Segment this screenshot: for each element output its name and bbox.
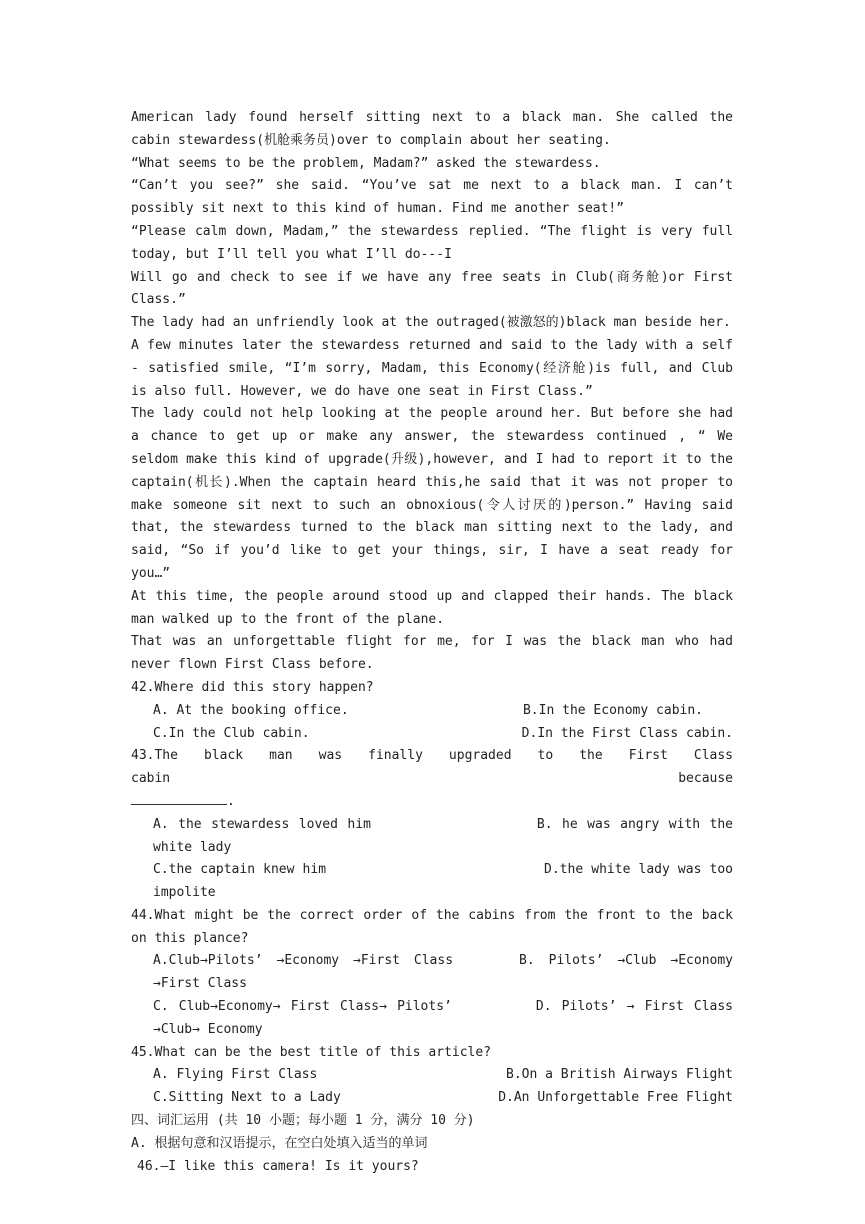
question-44-option-a: A.Club→Pilots’ →Economy →First Class (153, 953, 454, 969)
question-42-stem: 42.Where did this story happen? (131, 679, 374, 695)
story-paragraph: American lady found herself sitting next to a black man. She called the cabin stewardess(机舱乘务员)over to complain about her seating. (131, 110, 733, 148)
question-43-stem-end: . (227, 793, 235, 809)
question-44-option-c: C. Club→Economy→ First Class→ Pilots’ (153, 999, 452, 1015)
document-page (131, 107, 733, 1178)
question-44-options-row-1 (131, 950, 733, 996)
question-44-options-row-2 (131, 996, 733, 1042)
question-45-options-row-2 (131, 1087, 733, 1110)
question-45-stem: 45.What can be the best title of this article? (131, 1044, 492, 1060)
question-43-option-d: D.the white lady was too impolite (153, 862, 733, 901)
question-44-option-b: B. Pilots’ →Club →Economy →First Class (153, 953, 733, 992)
question-42-option-c: C.In the Club cabin. (153, 725, 310, 741)
story-paragraph: “Can’t you see?” she said. “You’ve sat me next to a black man. I can’t possibly sit next to this kind of human. Find me another seat!” (131, 178, 733, 217)
question-43-blank-line (131, 791, 733, 814)
question-42-option-b: B.In the Economy cabin. (522, 702, 703, 718)
story-paragraph: Will go and check to see if we have any free seats in Club(商务舱)or First Class.” (131, 269, 733, 308)
question-46-stem: 46.—I like this camera! Is it yours? (137, 1158, 419, 1174)
subsection-title: A. 根据句意和汉语提示，在空白处填入适当的单词 (131, 1135, 428, 1151)
section-title: 四、词汇运用 (共 10 小题；每小题 1 分，满分 10 分) (131, 1113, 475, 1129)
story-paragraph: “Please calm down, Madam,” the stewardess replied. “The flight is very full today, but I’ll tell you what I’ll do---I (131, 223, 733, 262)
question-43-option-c: C.the captain knew him (153, 862, 327, 878)
question-45-option-d: D.An Unforgettable Free Flight (498, 1090, 733, 1106)
question-43-stem: 43.The black man was finally upgraded to the First Class cabin because (131, 748, 733, 787)
question-42-option-d: D.In the First Class cabin. (521, 725, 733, 741)
question-45-option-a: A. Flying First Class (153, 1067, 318, 1083)
story-paragraph: A few minutes later the stewardess returned and said to the lady with a self - satisfied smile, “I’m sorry, Madam, this Economy(经济舱)is full, and Club is also full. However, we do have one seat in First Class.” (131, 337, 733, 399)
story-paragraph: That was an unforgettable flight for me, for I was the black man who had never flown First Class before. (131, 634, 733, 673)
question-45-options-row-1 (131, 1064, 733, 1087)
question-44-option-d: D. Pilots’ → First Class →Club→ Economy (153, 999, 733, 1037)
answer-blank (131, 791, 227, 805)
question-42-options-row-2 (131, 723, 733, 746)
question-43-option-b: B. he was angry with the white lady (153, 816, 733, 855)
question-43-option-a: A. the stewardess loved him (153, 816, 371, 832)
question-42-option-a: A. At the booking office. (153, 702, 349, 718)
question-45-option-c: C.Sitting Next to a Lady (153, 1090, 341, 1106)
story-paragraph: The lady had an unfriendly look at the outraged(被激怒的)black man beside her. (131, 315, 731, 331)
question-45-option-b: B.On a British Airways Flight (506, 1067, 733, 1083)
story-paragraph: The lady could not help looking at the people around her. But before she had a chance to get up or make any answer, the stewardess continued , “ We seldom make this kind of upgrade(升级),however, and I had to report it to the captain(机长).When the captain heard this,he said that it was not proper to make someone sit next to such an obnoxious(令人讨厌的)person.” Having said that, the stewardess turned to the black man sitting next to the lady, and said, “So if you’d like to get your things, sir, I have a seat ready for you…” (131, 406, 733, 581)
story-paragraph: At this time, the people around stood up and clapped their hands. The black man walked up to the front of the plane. (131, 588, 733, 627)
question-44-stem: 44.What might be the correct order of the cabins from the front to the back on this plance? (131, 907, 733, 946)
question-43-options-row-2 (131, 859, 733, 905)
story-paragraph: “What seems to be the problem, Madam?” asked the stewardess. (131, 155, 601, 171)
question-42-options-row-1 (131, 700, 733, 723)
question-43-options-row-1 (131, 814, 733, 860)
